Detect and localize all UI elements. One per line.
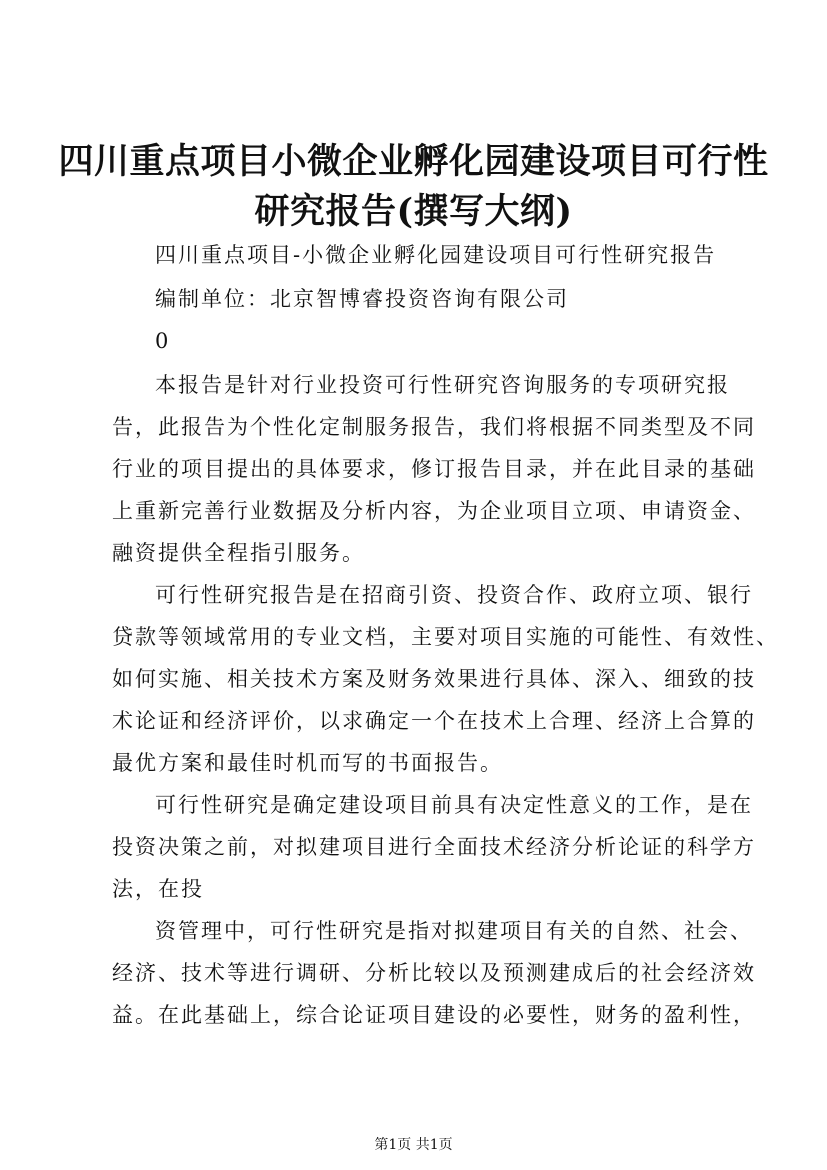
paragraph-1-line: 本报告是针对行业投资可行性研究咨询服务的专项研究报 xyxy=(155,373,730,397)
paragraph-1-line: 融资提供全程指引服务。 xyxy=(112,541,365,565)
document-title-line-2: 研究报告(撰写大纲) xyxy=(254,191,573,232)
paragraph-1-line: 上重新完善行业数据及分析内容，为企业项目立项、申请资金、 xyxy=(112,499,756,523)
document-title-line-1: 四川重点项目小微企业孵化园建设项目可行性 xyxy=(58,141,769,182)
paragraph-4-line: 经济、技术等进行调研、分析比较以及预测建成后的社会经济效 xyxy=(112,961,756,985)
zero-marker: 0 xyxy=(155,329,171,353)
page-footer: 第1页 共1页 xyxy=(374,1137,453,1153)
paragraph-2-line: 如何实施、相关技术方案及财务效果进行具体、深入、细致的技 xyxy=(112,667,756,691)
document-subtitle: 四川重点项目-小微企业孵化园建设项目可行性研究报告 xyxy=(155,243,717,267)
paragraph-2-line: 可行性研究报告是在招商引资、投资合作、政府立项、银行 xyxy=(155,583,753,607)
paragraph-3-line: 可行性研究是确定建设项目前具有决定性意义的工作，是在 xyxy=(155,793,753,817)
paragraph-4-line: 益。在此基础上，综合论证项目建设的必要性，财务的盈利性， xyxy=(112,1003,756,1027)
paragraph-2-line: 术论证和经济评价，以求确定一个在技术上合理、经济上合算的 xyxy=(112,709,756,733)
paragraph-2-line: 最优方案和最佳时机而写的书面报告。 xyxy=(112,751,503,775)
paragraph-3-line: 投资决策之前，对拟建项目进行全面技术经济分析论证的科学方 xyxy=(112,835,756,859)
paragraph-2-line: 贷款等领域常用的专业文档，主要对项目实施的可能性、有效性、 xyxy=(112,625,779,649)
paragraph-4-line: 资管理中，可行性研究是指对拟建项目有关的自然、社会、 xyxy=(155,919,753,943)
paragraph-1-line: 行业的项目提出的具体要求，修订报告目录，并在此目录的基础 xyxy=(112,457,756,481)
author-line: 编制单位：北京智博睿投资咨询有限公司 xyxy=(155,287,569,311)
paragraph-3-line: 法，在投 xyxy=(112,877,204,901)
paragraph-1-line: 告，此报告为个性化定制服务报告，我们将根据不同类型及不同 xyxy=(112,415,756,439)
